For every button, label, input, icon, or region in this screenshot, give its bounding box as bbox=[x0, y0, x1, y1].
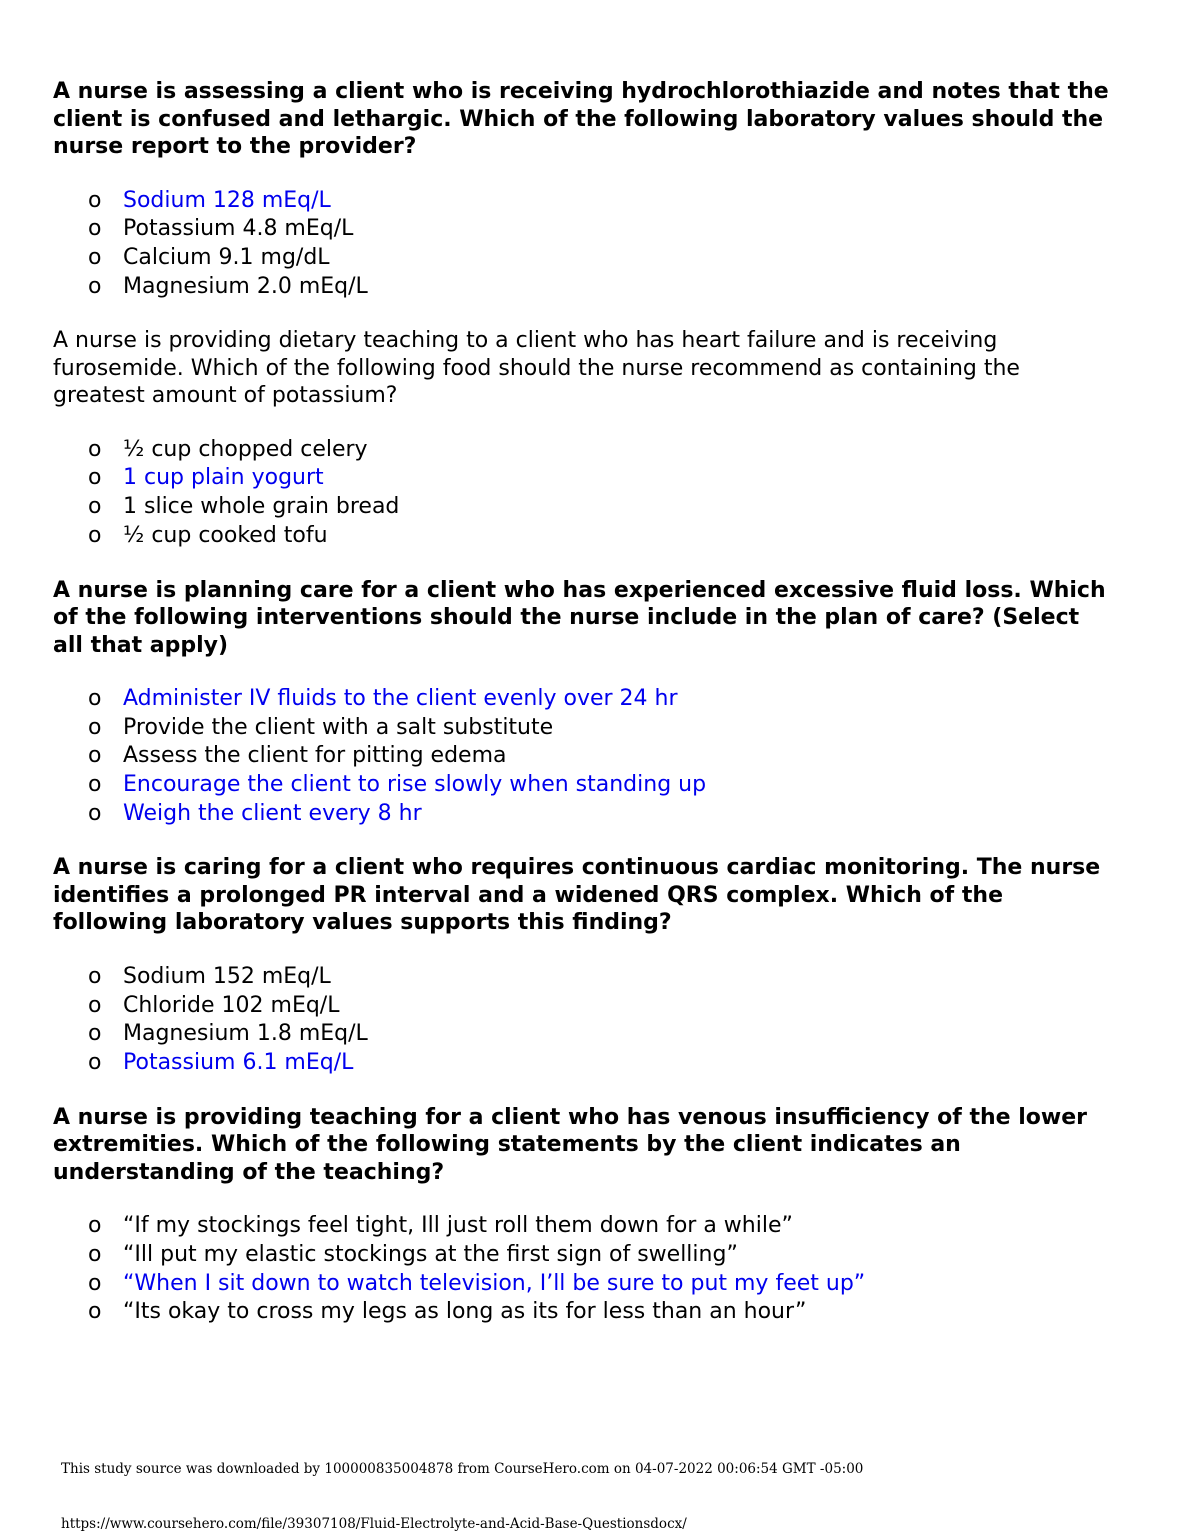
bullet-icon: o bbox=[88, 187, 102, 213]
option-text: 1 cup plain yogurt bbox=[123, 465, 324, 491]
question-block bbox=[53, 854, 1113, 1077]
bullet-icon: o bbox=[88, 522, 102, 548]
bullet-icon: o bbox=[88, 686, 102, 711]
bullet-icon: o bbox=[88, 800, 102, 826]
question-text: A nurse is planning care for a client who has experienced excessive fluid loss. Which of the following interventions should the nurse include in the plan of care? (Select all that apply) bbox=[53, 577, 1106, 658]
answer-options bbox=[53, 685, 1113, 828]
question-block bbox=[53, 1104, 1113, 1327]
answer-options bbox=[53, 1212, 1113, 1327]
bullet-icon: o bbox=[88, 244, 102, 270]
bullet-icon: o bbox=[88, 992, 102, 1018]
option-text: “Its okay to cross my legs as long as its for less than an hour” bbox=[123, 1299, 807, 1325]
answer-option bbox=[53, 800, 1113, 829]
option-text: Administer IV fluids to the client evenly over 24 hr bbox=[123, 686, 678, 711]
answer-option bbox=[53, 1241, 1113, 1270]
answer-option bbox=[53, 714, 1113, 743]
answer-option bbox=[53, 215, 1113, 244]
option-text: Magnesium 1.8 mEq/L bbox=[123, 1021, 368, 1047]
answer-option bbox=[53, 771, 1113, 800]
bullet-icon: o bbox=[88, 963, 102, 989]
option-text: Calcium 9.1 mg/dL bbox=[123, 244, 330, 270]
bullet-icon: o bbox=[88, 1241, 102, 1267]
bullet-icon: o bbox=[88, 1270, 102, 1296]
answer-option bbox=[53, 1270, 1113, 1299]
answer-option bbox=[53, 493, 1113, 522]
answer-option bbox=[53, 1049, 1113, 1078]
answer-option bbox=[53, 464, 1113, 493]
bullet-icon: o bbox=[88, 1299, 102, 1325]
answer-option bbox=[53, 685, 1113, 714]
answer-option bbox=[53, 187, 1113, 216]
question-text: A nurse is caring for a client who requires continuous cardiac monitoring. The nurse identifies a prolonged PR interval and a widened QRS complex. Which of the following laboratory values supports this finding? bbox=[53, 855, 1101, 936]
bullet-icon: o bbox=[88, 1050, 102, 1075]
answer-option bbox=[53, 522, 1113, 551]
option-text: Magnesium 2.0 mEq/L bbox=[123, 273, 368, 299]
bullet-icon: o bbox=[88, 465, 102, 491]
option-text: Sodium 128 mEq/L bbox=[123, 187, 331, 213]
bullet-icon: o bbox=[88, 273, 102, 299]
bullet-icon: o bbox=[88, 1021, 102, 1047]
answer-options bbox=[53, 963, 1113, 1078]
option-text: Chloride 102 mEq/L bbox=[123, 992, 340, 1018]
answer-options bbox=[53, 187, 1113, 302]
answer-options bbox=[53, 436, 1113, 551]
option-text: Potassium 4.8 mEq/L bbox=[123, 216, 354, 242]
option-text: Weigh the client every 8 hr bbox=[123, 800, 422, 826]
bullet-icon: o bbox=[88, 772, 102, 798]
option-text: Potassium 6.1 mEq/L bbox=[123, 1050, 354, 1075]
option-text: Assess the client for pitting edema bbox=[123, 743, 507, 769]
option-text: “Ill put my elastic stockings at the first sign of swelling” bbox=[123, 1241, 738, 1267]
download-notice: This study source was downloaded by 100000835004878 from CourseHero.com on 04-07-2022 00:06:54 GMT -05:00 bbox=[61, 1461, 864, 1477]
bullet-icon: o bbox=[88, 494, 102, 520]
option-text: ½ cup cooked tofu bbox=[123, 522, 328, 548]
question-block bbox=[53, 577, 1113, 829]
bullet-icon: o bbox=[88, 714, 102, 740]
answer-option bbox=[53, 963, 1113, 992]
option-text: Encourage the client to rise slowly when standing up bbox=[123, 772, 707, 798]
bullet-icon: o bbox=[88, 743, 102, 769]
question-block bbox=[53, 78, 1113, 301]
question-text: A nurse is providing dietary teaching to a client who has heart failure and is receiving furosemide. Which of the following food should the nurse recommend as containing the greatest amount of potassium? bbox=[53, 328, 1020, 409]
question-text: A nurse is providing teaching for a client who has venous insufficiency of the lower extremities. Which of the following statements by the client indicates an understanding of the teaching? bbox=[53, 1104, 1087, 1185]
bullet-icon: o bbox=[88, 216, 102, 242]
option-text: Sodium 152 mEq/L bbox=[123, 963, 331, 989]
bullet-icon: o bbox=[88, 436, 102, 462]
bullet-icon: o bbox=[88, 1213, 102, 1239]
answer-option bbox=[53, 273, 1113, 302]
answer-option bbox=[53, 1298, 1113, 1327]
answer-option bbox=[53, 244, 1113, 273]
answer-option bbox=[53, 436, 1113, 465]
answer-option bbox=[53, 992, 1113, 1021]
answer-option bbox=[53, 1020, 1113, 1049]
option-text: ½ cup chopped celery bbox=[123, 436, 368, 462]
option-text: “When I sit down to watch television, I’ll be sure to put my feet up” bbox=[123, 1270, 866, 1296]
question-block bbox=[53, 327, 1113, 550]
option-text: “If my stockings feel tight, Ill just roll them down for a while” bbox=[123, 1213, 793, 1239]
option-text: 1 slice whole grain bread bbox=[123, 494, 400, 520]
source-url[interactable]: https://www.coursehero.com/file/39307108/Fluid-Electrolyte-and-Acid-Base-Questionsdocx/ bbox=[61, 1516, 687, 1532]
answer-option bbox=[53, 1212, 1113, 1241]
document-page bbox=[53, 78, 1113, 1353]
answer-option bbox=[53, 742, 1113, 771]
question-text: A nurse is assessing a client who is receiving hydrochlorothiazide and notes that the client is confused and lethargic. Which of the following laboratory values should the nurse report to the provider? bbox=[53, 79, 1109, 159]
option-text: Provide the client with a salt substitute bbox=[123, 714, 554, 740]
